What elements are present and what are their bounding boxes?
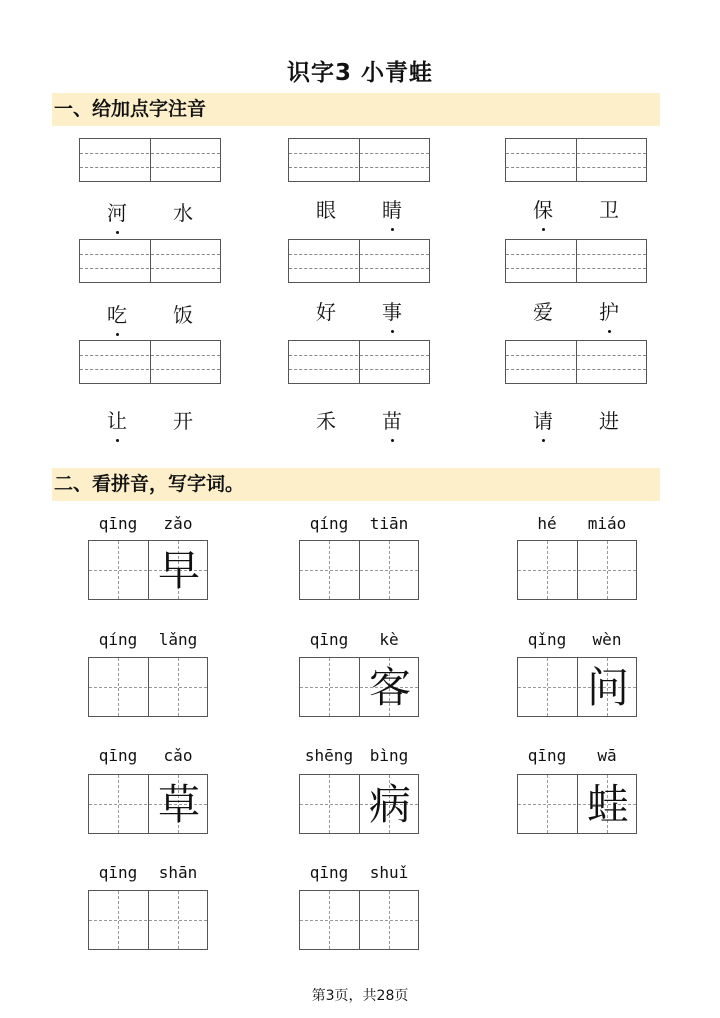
pinyin-box[interactable] xyxy=(79,340,221,384)
pinyin-box[interactable] xyxy=(288,340,430,384)
char: 进 xyxy=(599,409,619,433)
pinyin-label xyxy=(299,514,419,536)
pinyin-label xyxy=(517,746,637,768)
char: 禾 xyxy=(316,409,336,433)
pinyin-label xyxy=(88,630,208,652)
page-number: 第3页，共28页 xyxy=(311,988,409,1004)
writing-grid[interactable] xyxy=(88,540,208,600)
pinyin-syllable: qīng xyxy=(309,630,349,649)
dotted-char: 让 xyxy=(97,405,137,434)
writing-grid[interactable] xyxy=(88,774,208,834)
pinyin-label xyxy=(517,514,637,536)
pinyin-syllable: hé xyxy=(537,514,557,533)
pinyin-box[interactable] xyxy=(505,138,647,182)
writing-grid[interactable] xyxy=(299,774,419,834)
given-char xyxy=(149,895,209,947)
char: 爱 xyxy=(533,300,553,324)
char: 好 xyxy=(316,300,336,324)
writing-grid[interactable] xyxy=(88,890,208,950)
pinyin-box[interactable] xyxy=(505,340,647,384)
word-item xyxy=(288,296,430,326)
pinyin-syllable: lǎng xyxy=(158,630,198,649)
word-item xyxy=(288,194,430,224)
pinyin-box[interactable] xyxy=(288,138,430,182)
given-char: 蛙 xyxy=(586,780,629,829)
word-item xyxy=(79,299,221,329)
dotted-char: 事 xyxy=(372,296,412,325)
pinyin-syllable: qīng xyxy=(309,863,349,882)
pinyin-syllable: qīng xyxy=(98,863,138,882)
given-char: 客 xyxy=(368,663,411,712)
pinyin-syllable: cǎo xyxy=(163,746,193,765)
given-char xyxy=(360,545,420,597)
dotted-char: 睛 xyxy=(372,194,412,223)
given-char xyxy=(360,895,420,947)
word-item xyxy=(505,405,647,435)
char: 水 xyxy=(173,201,193,225)
given-char: 病 xyxy=(368,780,411,829)
pinyin-label xyxy=(88,863,208,885)
pinyin-syllable: qíng xyxy=(309,514,349,533)
pinyin-syllable: wèn xyxy=(592,630,622,649)
section1-heading: 一、给加点字注音 xyxy=(52,93,660,126)
char: 卫 xyxy=(599,198,619,222)
pinyin-box[interactable] xyxy=(79,239,221,283)
pinyin-syllable: qǐng xyxy=(527,630,567,649)
writing-grid[interactable] xyxy=(299,540,419,600)
word-item xyxy=(288,405,430,435)
writing-grid[interactable] xyxy=(299,890,419,950)
word-item xyxy=(79,405,221,435)
writing-grid[interactable] xyxy=(299,657,419,717)
writing-grid[interactable] xyxy=(517,774,637,834)
pinyin-syllable: kè xyxy=(379,630,399,649)
dotted-char: 请 xyxy=(523,405,563,434)
dotted-char: 护 xyxy=(589,296,629,325)
char: 眼 xyxy=(316,198,336,222)
pinyin-label xyxy=(299,746,419,768)
pinyin-label xyxy=(88,514,208,536)
pinyin-syllable: shān xyxy=(158,863,198,882)
word-item xyxy=(79,197,221,227)
pinyin-syllable: shēng xyxy=(304,746,354,765)
pinyin-label xyxy=(517,630,637,652)
pinyin-label xyxy=(88,746,208,768)
dotted-char: 河 xyxy=(97,197,137,226)
dotted-char: 保 xyxy=(523,194,563,223)
pinyin-syllable: qíng xyxy=(98,630,138,649)
pinyin-box[interactable] xyxy=(79,138,221,182)
pinyin-syllable: qīng xyxy=(527,746,567,765)
dotted-char: 吃 xyxy=(97,299,137,328)
writing-grid[interactable] xyxy=(517,657,637,717)
pinyin-syllable: qīng xyxy=(98,746,138,765)
pinyin-label xyxy=(299,630,419,652)
given-char: 问 xyxy=(586,663,629,712)
word-item xyxy=(505,296,647,326)
writing-grid[interactable] xyxy=(517,540,637,600)
given-char: 草 xyxy=(157,780,200,829)
pinyin-label xyxy=(299,863,419,885)
pinyin-syllable: wā xyxy=(597,746,617,765)
pinyin-box[interactable] xyxy=(505,239,647,283)
dotted-char: 苗 xyxy=(372,405,412,434)
char: 开 xyxy=(173,409,193,433)
pinyin-syllable: bìng xyxy=(369,746,409,765)
pinyin-syllable: tiān xyxy=(369,514,409,533)
given-char xyxy=(578,545,638,597)
pinyin-box[interactable] xyxy=(288,239,430,283)
section2-heading: 二、看拼音，写字词。 xyxy=(52,468,660,501)
given-char: 早 xyxy=(157,546,200,595)
char: 饭 xyxy=(173,303,193,327)
pinyin-syllable: miáo xyxy=(587,514,627,533)
word-item xyxy=(505,194,647,224)
page-title: 识字3 小青蛙 xyxy=(286,60,433,86)
writing-grid[interactable] xyxy=(88,657,208,717)
pinyin-syllable: shuǐ xyxy=(369,863,409,882)
pinyin-syllable: zǎo xyxy=(163,514,193,533)
given-char xyxy=(149,662,209,714)
pinyin-syllable: qīng xyxy=(98,514,138,533)
